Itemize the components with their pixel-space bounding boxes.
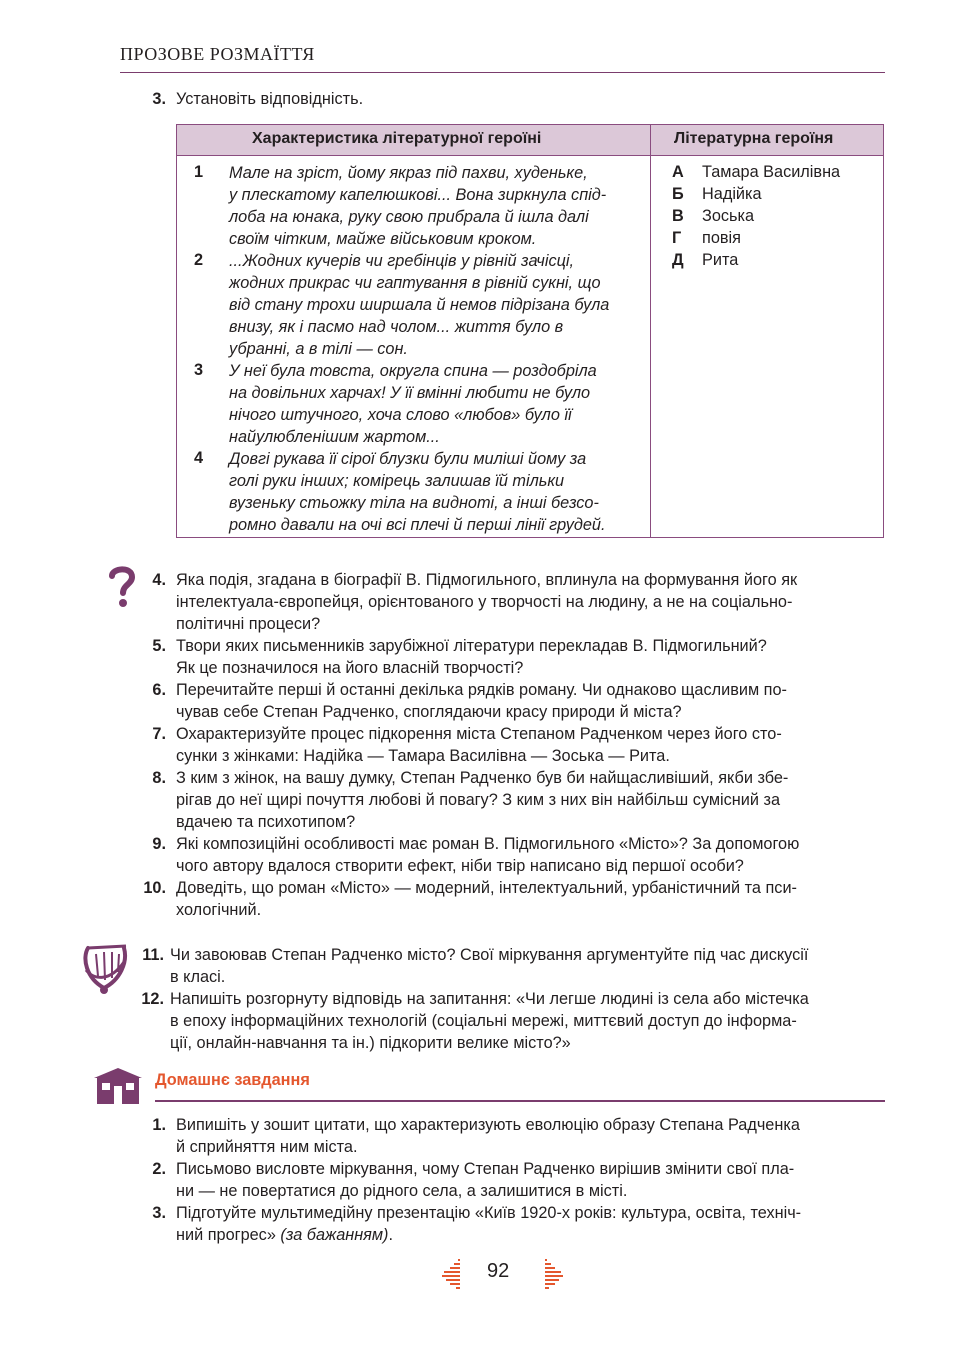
row-number: 4 xyxy=(194,449,204,467)
homework-item-2 xyxy=(0,1158,963,1202)
homework-rule xyxy=(155,1100,885,1102)
question-number: 7. xyxy=(152,725,166,743)
row-text: ...Жодних кучерів чи гребінців у рівній зачісці, жодних прикрас чи гаптування в рівній сукні, що від стану трохи ширшала й немов підрізана була внизу, як і пасмо над чолом... життя було в убранні, а в тілі — сон. xyxy=(229,252,610,358)
question-text: З ким з жінок, на вашу думку, Степан Радченко був би найщасливіший, якби збе- рігав до неї щирі почуття любові й повагу? З ким з них він найбільш сумісний за вдачею та психотипом? xyxy=(176,769,789,831)
question-text: Які композиційні особливості має роман В. Підмогильного «Місто»? За допомогою чого автору вдалося створити ефект, ніби твір написано від першої особи? xyxy=(176,835,800,875)
option-text: Тамара Василівна xyxy=(702,163,841,181)
row-number: 2 xyxy=(194,251,204,269)
question-number: 12. xyxy=(141,990,164,1008)
question-text: Напишіть розгорнуту відповідь на запитання: «Чи легше людині із села або містечка в епоху інформаційних технологій (соціальні мережі, миттєвий доступ до інформа- ції, онлайн-навчання та ін.) підкорити велике місто?» xyxy=(170,990,809,1052)
option-letter: Г xyxy=(672,229,682,247)
question-text: Яка подія, згадана в біографії В. Підмогильного, вплинула на формування його як інтелектуала-європейця, орієнтованого у творчості на людину, а не на соціально- політичні процеси? xyxy=(176,571,798,633)
question-text: Чи завоював Степан Радченко місто? Свої міркування аргументуйте під час дискусії в класі. xyxy=(170,946,809,986)
option-text: Надійка xyxy=(702,185,762,203)
question-number: 8. xyxy=(152,769,166,787)
homework-item-1 xyxy=(0,1114,963,1158)
question-text: Твори яких письменників зарубіжної літератури перекладав В. Підмогильний? Як це позначилося на його власній творчості? xyxy=(176,637,767,677)
page-number: 92 xyxy=(487,1260,510,1282)
question-number: 11. xyxy=(142,946,164,964)
question-number: 9. xyxy=(152,835,166,853)
question-9 xyxy=(0,833,963,877)
option-letter: А xyxy=(672,163,684,181)
task-number: 3. xyxy=(152,90,166,108)
column-header-heroine: Літературна героїня xyxy=(674,130,834,147)
question-text: Охарактеризуйте процес підкорення міста Степаном Радченком через його сто- сунки з жінками: Надійка — Тамара Василівна — Зоська — Рита. xyxy=(176,725,782,765)
homework-number: 2. xyxy=(152,1160,166,1178)
question-8 xyxy=(0,767,963,833)
question-number: 10. xyxy=(143,879,166,897)
question-4 xyxy=(0,569,963,635)
question-number: 4. xyxy=(152,571,166,589)
question-text: Перечитайте перші й останні декілька рядків роману. Чи однаково щасливим по- чував себе Степан Радченко, споглядаючи красу природи й міста? xyxy=(176,681,787,721)
running-head: ПРОЗОВЕ РОЗМАЇТТЯ xyxy=(120,44,315,64)
option-text: Зоська xyxy=(702,207,755,225)
right-arrow-ornament-icon xyxy=(543,1256,565,1292)
row-number: 1 xyxy=(194,163,204,181)
row-text: Довгі рукава її сірої блузки були миліші йому за голі руки інших; комірець залишав їй тільки вузеньку стьожку тіла на видноті, а інші безсо- ромно давали на очі всі плечі й перші лінії грудей. xyxy=(229,450,606,534)
task-text: Установіть відповідність. xyxy=(176,90,364,108)
question-10 xyxy=(0,877,963,921)
homework-number: 3. xyxy=(152,1204,166,1222)
header-rule xyxy=(120,72,885,73)
left-arrow-ornament-icon xyxy=(440,1256,462,1292)
question-12 xyxy=(0,988,963,1054)
question-number: 6. xyxy=(152,681,166,699)
homework-item-3 xyxy=(0,1202,963,1246)
option-letter: В xyxy=(672,207,684,225)
option-text: Рита xyxy=(702,251,739,269)
homework-number: 1. xyxy=(152,1116,166,1134)
question-6 xyxy=(0,679,963,723)
column-divider xyxy=(650,125,651,537)
question-5 xyxy=(0,635,963,679)
house-icon xyxy=(92,1066,144,1106)
homework-text: Письмово висловте міркування, чому Степан Радченко вирішив змінити свої пла- ни — не повертатися до рідного села, а залишитися в місті. xyxy=(176,1160,795,1200)
option-text: повія xyxy=(702,229,741,247)
question-11 xyxy=(0,944,963,988)
row-text: Мале на зріст, йому якраз під пахви, худеньке, у плескатому капелюшкові... Вона зиркнула спід- лоба на юнака, руку свою прибрала й ішла далі своїм чітким, майже військовим кроком. xyxy=(229,164,607,248)
homework-title: Домашнє завдання xyxy=(155,1071,310,1089)
task-3 xyxy=(0,88,963,110)
row-number: 3 xyxy=(194,361,204,379)
question-text: Доведіть, що роман «Місто» — модерний, інтелектуальний, урбаністичний та пси- хологічний. xyxy=(176,879,797,919)
homework-text: Випишіть у зошит цитати, що характеризують еволюцію образу Степана Радченка й сприйняття ним міста. xyxy=(176,1116,800,1156)
question-7 xyxy=(0,723,963,767)
matching-table xyxy=(176,124,884,538)
homework-text: Підготуйте мультимедійну презентацію «Київ 1920-х років: культура, освіта, техніч- ний прогрес» (за бажанням). xyxy=(176,1204,802,1244)
option-letter: Б xyxy=(672,185,684,203)
column-header-characteristic: Характеристика літературної героїні xyxy=(252,130,542,147)
row-text: У неї була товста, округла спина — роздобріла на довільних харчах! У її вмінні любити не було нічого штучного, хоча слово «любов» було її найулюбленішим жартом... xyxy=(229,362,597,446)
option-letter: Д xyxy=(672,251,684,269)
question-number: 5. xyxy=(152,637,166,655)
